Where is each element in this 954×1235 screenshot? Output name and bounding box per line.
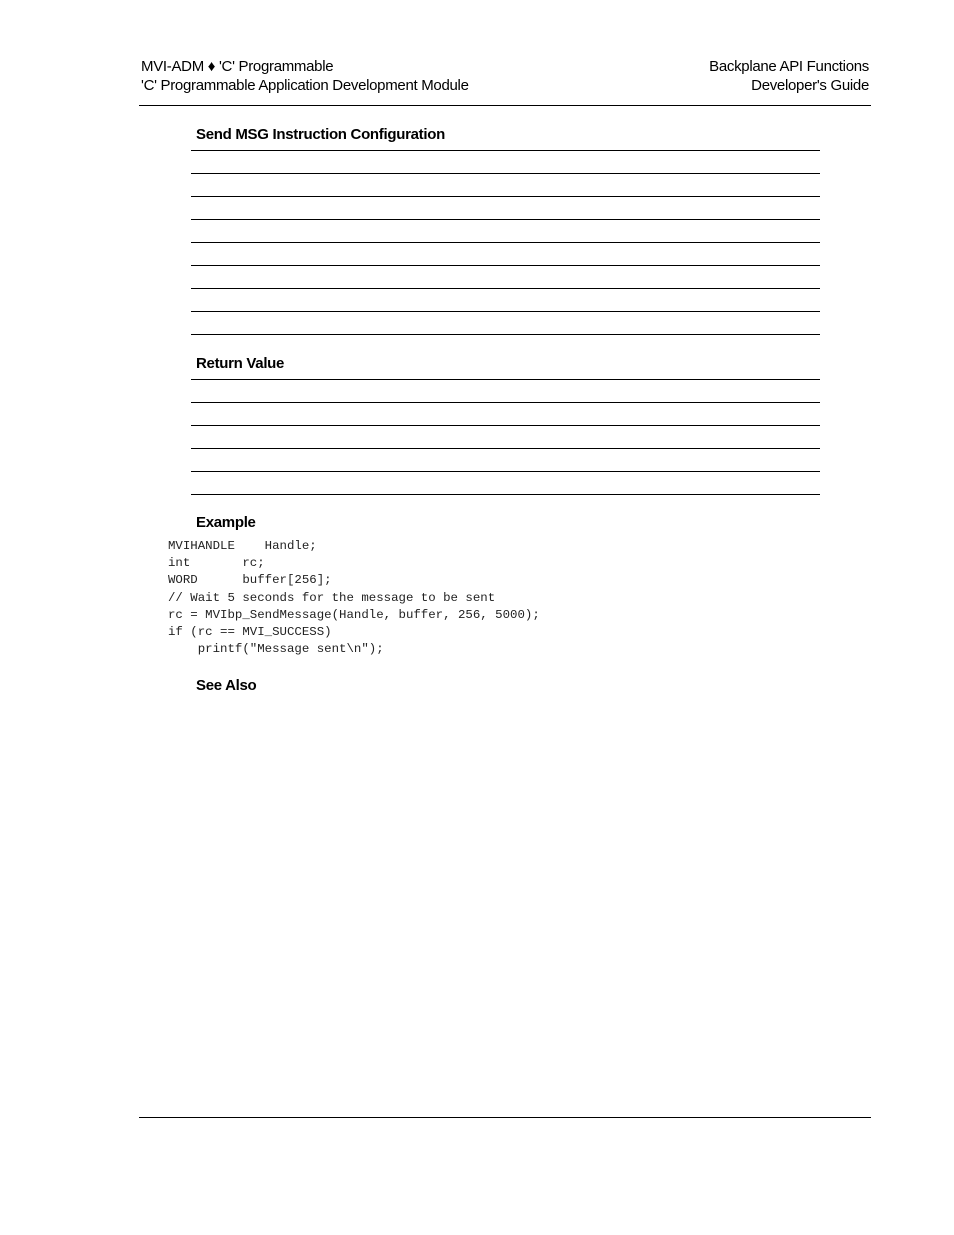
- send-msg-config-heading: Send MSG Instruction Configuration: [196, 126, 445, 143]
- table-row: [191, 219, 820, 242]
- example-code-block: [168, 538, 540, 658]
- code-line: rc = MVIbp_SendMessage(Handle, buffer, 256, 5000);: [168, 607, 540, 622]
- code-line: MVIHANDLE Handle;: [168, 539, 317, 553]
- code-line: WORD buffer[256];: [168, 573, 332, 588]
- example-heading: Example: [196, 514, 256, 531]
- table-row: [191, 173, 820, 196]
- product-subtitle: 'C' Programmable Application Development Module: [141, 77, 469, 94]
- send-msg-config-table: [191, 150, 820, 335]
- table-row: [191, 242, 820, 265]
- return-value-heading: Return Value: [196, 355, 285, 372]
- table-row: [191, 288, 820, 311]
- table-row: [191, 379, 820, 402]
- table-row: [191, 471, 820, 495]
- header-right: [709, 57, 869, 95]
- code-line: if (rc == MVI_SUCCESS): [168, 625, 332, 640]
- footer-divider: [139, 1117, 871, 1118]
- table-row: [191, 425, 820, 448]
- table-row: [191, 448, 820, 471]
- chapter-title: Backplane API Functions: [709, 58, 869, 75]
- code-line: // Wait 5 seconds for the message to be sent: [168, 590, 496, 605]
- page-header: [139, 57, 871, 106]
- return-value-table: [191, 379, 820, 495]
- table-row: [191, 150, 820, 173]
- code-line: int rc;: [168, 556, 265, 571]
- table-row: [191, 402, 820, 425]
- table-row: [191, 311, 820, 335]
- see-also-heading: See Also: [196, 677, 257, 694]
- guide-title: Developer's Guide: [751, 77, 869, 94]
- table-row: [191, 265, 820, 288]
- product-title: MVI-ADM ♦ 'C' Programmable: [141, 58, 334, 75]
- table-row: [191, 196, 820, 219]
- header-left: [141, 57, 469, 95]
- code-line: printf("Message sent\n");: [168, 642, 384, 657]
